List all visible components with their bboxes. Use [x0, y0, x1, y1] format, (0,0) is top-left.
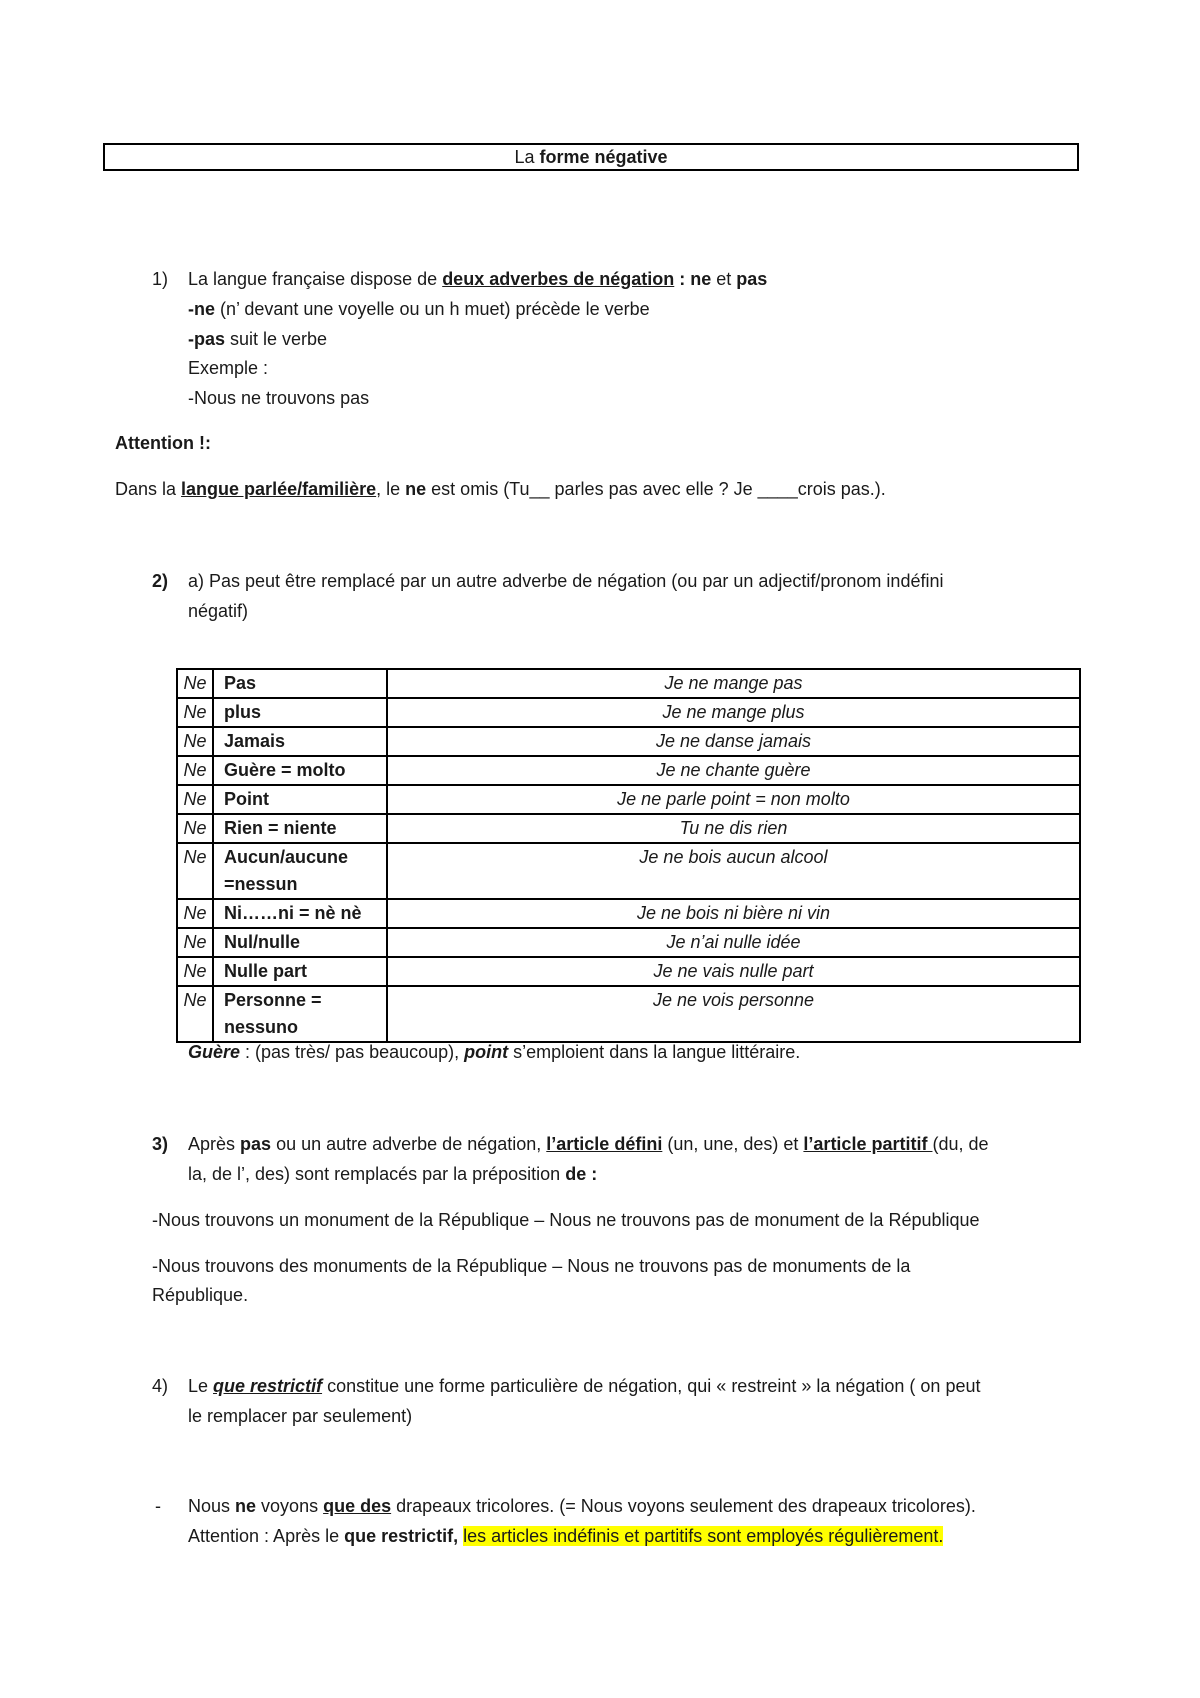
section-2-number: 2) — [152, 571, 169, 591]
table-cell-adverb: Pas — [213, 669, 387, 698]
table-cell-adverb: Guère = molto — [213, 756, 387, 785]
section-3-example-1: -Nous trouvons un monument de la République – Nous ne trouvons pas de monument de la République — [152, 1210, 980, 1230]
table-cell-adverb: Aucun/aucune =nessun — [213, 843, 387, 899]
table-cell-adverb: Nul/nulle — [213, 928, 387, 957]
section-4-line-1: Le que restrictif constitue une forme particulière de négation, qui « restreint » la négation ( on peut — [188, 1376, 981, 1396]
negation-table — [176, 668, 1081, 1043]
table-row — [177, 669, 1080, 698]
table-cell-example: Je ne bois aucun alcool — [387, 843, 1080, 899]
table-cell-example: Je n’ai nulle idée — [387, 928, 1080, 957]
section-1-example-label: Exemple : — [188, 358, 269, 378]
bullet-dash: - — [155, 1496, 161, 1516]
section-3-line-2: la, de l’, des) sont remplacés par la préposition de : — [188, 1164, 598, 1184]
table-row — [177, 957, 1080, 986]
table-cell-example: Je ne parle point = non molto — [387, 785, 1080, 814]
section-1-line-3: -pas suit le verbe — [188, 329, 328, 349]
table-cell-ne: Ne — [177, 727, 213, 756]
table-row — [177, 727, 1080, 756]
title-bold: forme négative — [539, 147, 668, 167]
table-cell-example: Je ne danse jamais — [387, 727, 1080, 756]
section-3-example-2-line-1: -Nous trouvons des monuments de la République – Nous ne trouvons pas de monuments de la — [152, 1256, 911, 1276]
section-3-line-1: Après pas ou un autre adverbe de négation, l’article défini (un, une, des) et l’article partitif (du, de — [188, 1134, 989, 1154]
table-cell-adverb: Jamais — [213, 727, 387, 756]
table-cell-ne: Ne — [177, 928, 213, 957]
table-row — [177, 928, 1080, 957]
table-cell-ne: Ne — [177, 899, 213, 928]
table-cell-ne: Ne — [177, 669, 213, 698]
title-prefix: La — [514, 147, 535, 167]
table-cell-ne: Ne — [177, 957, 213, 986]
section-4-number: 4) — [152, 1376, 169, 1396]
table-cell-adverb: Nulle part — [213, 957, 387, 986]
section-4-line-2: le remplacer par seulement) — [188, 1406, 413, 1426]
section-1-line-2: -ne (n’ devant une voyelle ou un h muet) précède le verbe — [188, 299, 650, 319]
attention-text: Dans la langue parlée/familière, le ne est omis (Tu__ parles pas avec elle ? Je ____crois pas.). — [115, 479, 886, 499]
table-row — [177, 698, 1080, 727]
restrictive-example: Nous ne voyons que des drapeaux tricolores. (= Nous voyons seulement des drapeaux tricolores). — [188, 1496, 976, 1516]
section-1-line-1: La langue française dispose de deux adverbes de négation : ne et pas — [188, 269, 768, 289]
section-3-number: 3) — [152, 1134, 169, 1154]
restrictive-attention: Attention : Après le que restrictif, les articles indéfinis et partitifs sont employés régulièrement. — [188, 1526, 944, 1546]
section-2-line-1: a) Pas peut être remplacé par un autre adverbe de négation (ou par un adjectif/pronom indéfini — [188, 571, 944, 591]
table-cell-ne: Ne — [177, 785, 213, 814]
table-row — [177, 843, 1080, 899]
section-1-number: 1) — [152, 269, 169, 289]
table-cell-example: Je ne vais nulle part — [387, 957, 1080, 986]
table-cell-ne: Ne — [177, 698, 213, 727]
highlighted-text: les articles indéfinis et partitifs sont employés régulièrement. — [463, 1526, 944, 1546]
table-cell-example: Je ne bois ni bière ni vin — [387, 899, 1080, 928]
table-note: Guère : (pas très/ pas beaucoup), point s’emploient dans la langue littéraire. — [188, 1042, 801, 1062]
table-cell-example: Je ne mange plus — [387, 698, 1080, 727]
table-cell-ne: Ne — [177, 814, 213, 843]
table-cell-example: Je ne mange pas — [387, 669, 1080, 698]
section-1-example: -Nous ne trouvons pas — [188, 388, 370, 408]
table-cell-adverb: Personne = nessuno — [213, 986, 387, 1042]
table-cell-adverb: plus — [213, 698, 387, 727]
table-cell-adverb: Point — [213, 785, 387, 814]
table-row — [177, 785, 1080, 814]
table-cell-example: Je ne vois personne — [387, 986, 1080, 1042]
table-cell-ne: Ne — [177, 843, 213, 899]
table-row — [177, 756, 1080, 785]
attention-label: Attention !: — [115, 433, 211, 453]
table-row — [177, 899, 1080, 928]
page-title — [103, 143, 1079, 171]
section-2-line-2: négatif) — [188, 601, 249, 621]
section-3-example-2-line-2: République. — [152, 1285, 249, 1305]
table-cell-adverb: Ni……ni = nè nè — [213, 899, 387, 928]
table-cell-ne: Ne — [177, 756, 213, 785]
table-cell-example: Je ne chante guère — [387, 756, 1080, 785]
table-cell-ne: Ne — [177, 986, 213, 1042]
table-cell-adverb: Rien = niente — [213, 814, 387, 843]
table-cell-example: Tu ne dis rien — [387, 814, 1080, 843]
table-row — [177, 986, 1080, 1042]
table-row — [177, 814, 1080, 843]
